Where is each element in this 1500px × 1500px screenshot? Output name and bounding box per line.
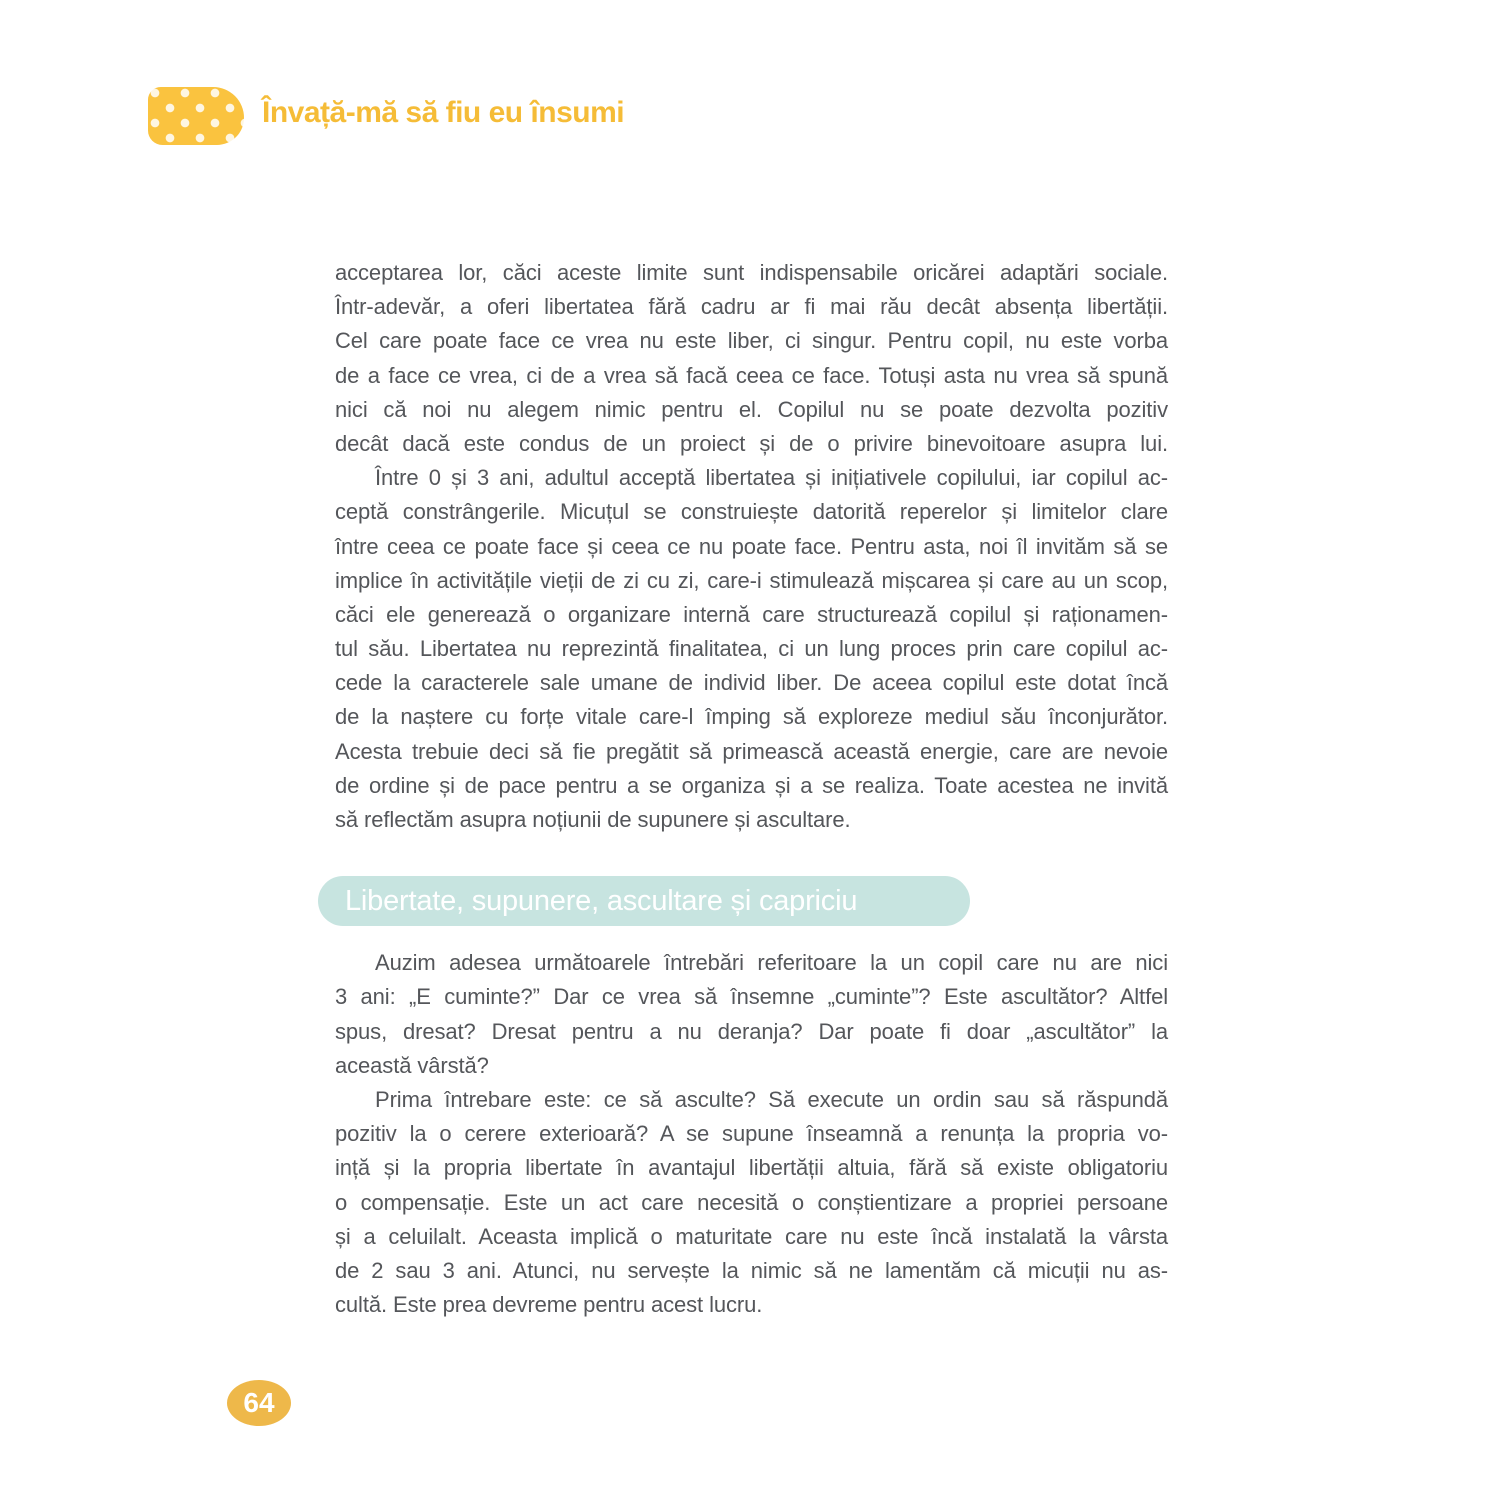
text-line: ceptă constrângerile. Micuțul se construiește datorită reperelor și limitelor clare: [335, 499, 1168, 525]
text-line: Între 0 și 3 ani, adultul acceptă libertatea și inițiativele copilului, iar copilul ac-: [375, 465, 1168, 491]
text-line: de 2 sau 3 ani. Atunci, nu servește la nimic să ne lamentăm că micuții nu as-: [335, 1257, 1168, 1283]
text-line: și a celuilalt. Aceasta implică o maturitate care nu este încă instalată la vârsta: [335, 1223, 1168, 1249]
paragraph: [335, 256, 1168, 461]
text-line: de ordine și de pace pentru a se organiza și a se realiza. Toate acestea ne invită: [335, 772, 1168, 798]
text-line: de a face ce vrea, ci de a vrea să facă ceea ce face. Totuși asta nu vrea să spună: [335, 362, 1168, 388]
text-line: implice în activitățile vieții de zi cu zi, care-i stimulează mișcarea și care au un scop,: [335, 567, 1168, 593]
text-line: tul său. Libertatea nu reprezintă finalitatea, ci un lung proces prin care copilul ac-: [335, 636, 1168, 662]
section-heading: [318, 876, 970, 926]
text-line: această vârstă?: [335, 1052, 489, 1078]
text-line: cede la caracterele sale umane de individ liber. De aceea copilul este dotat încă: [335, 670, 1168, 696]
text-line: 3 ani: „E cuminte?” Dar ce vrea să însemne „cuminte”? Este ascultător? Altfel: [335, 984, 1168, 1010]
text-line: căci ele generează o organizare internă care structurează copilul și raționamen-: [335, 601, 1168, 627]
paragraph: [335, 1083, 1168, 1322]
text-line: spus, dresat? Dresat pentru a nu deranja? Dar poate fi doar „ascultător” la: [335, 1018, 1168, 1044]
page-number: 64: [243, 1387, 275, 1418]
text-line: o compensație. Este un act care necesită o conștientizare a propriei persoane: [335, 1189, 1168, 1215]
text-line: între ceea ce poate face și ceea ce nu poate face. Pentru asta, noi îl invităm să se: [335, 533, 1168, 559]
text-line: decât dacă este condus de un proiect și de o privire binevoitoare asupra lui.: [335, 430, 1168, 456]
text-line: să reflectăm asupra noțiunii de supunere și ascultare.: [335, 807, 851, 832]
text-line: Cel care poate face ce vrea nu este liber, ci singur. Pentru copil, nu este vorba: [335, 328, 1168, 354]
text-line: pozitiv la o cerere exterioară? A se supune înseamnă a renunța la propria vo-: [335, 1121, 1168, 1147]
page-body-text: [335, 256, 1168, 1322]
polka-dot-tab-icon: [148, 87, 244, 145]
text-line: acceptarea lor, căci aceste limite sunt indispensabile oricărei adaptări sociale.: [335, 260, 1168, 285]
text-line: Prima întrebare este: ce să asculte? Să execute un ordin sau să răspundă: [375, 1086, 1168, 1112]
text-line: Într-adevăr, a oferi libertatea fără cadru ar fi mai rău decât absența libertății.: [335, 294, 1168, 320]
section-heading-label: Libertate, supunere, ascultare și capriciu: [345, 885, 858, 918]
text-line: Acesta trebuie deci să fie pregătit să primească această energie, care are nevoie: [335, 738, 1168, 764]
text-line: de la naștere cu forțe vitale care-l împing să exploreze mediul său înconjurător.: [335, 704, 1168, 730]
chapter-title: Învață-mă să fiu eu însumi: [262, 96, 625, 129]
text-line: cultă. Este prea devreme pentru acest lucru.: [335, 1292, 763, 1318]
paragraph: [335, 461, 1168, 837]
paragraph: [335, 946, 1168, 1083]
text-line: ință și la propria libertate în avantajul libertății altuia, fără să existe obligatoriu: [335, 1155, 1168, 1181]
text-line: Auzim adesea următoarele întrebări referitoare la un copil care nu are nici: [375, 950, 1168, 976]
page-number-badge: [227, 1380, 291, 1426]
text-line: nici că noi nu alegem nimic pentru el. Copilul nu se poate dezvolta pozitiv: [335, 396, 1168, 422]
